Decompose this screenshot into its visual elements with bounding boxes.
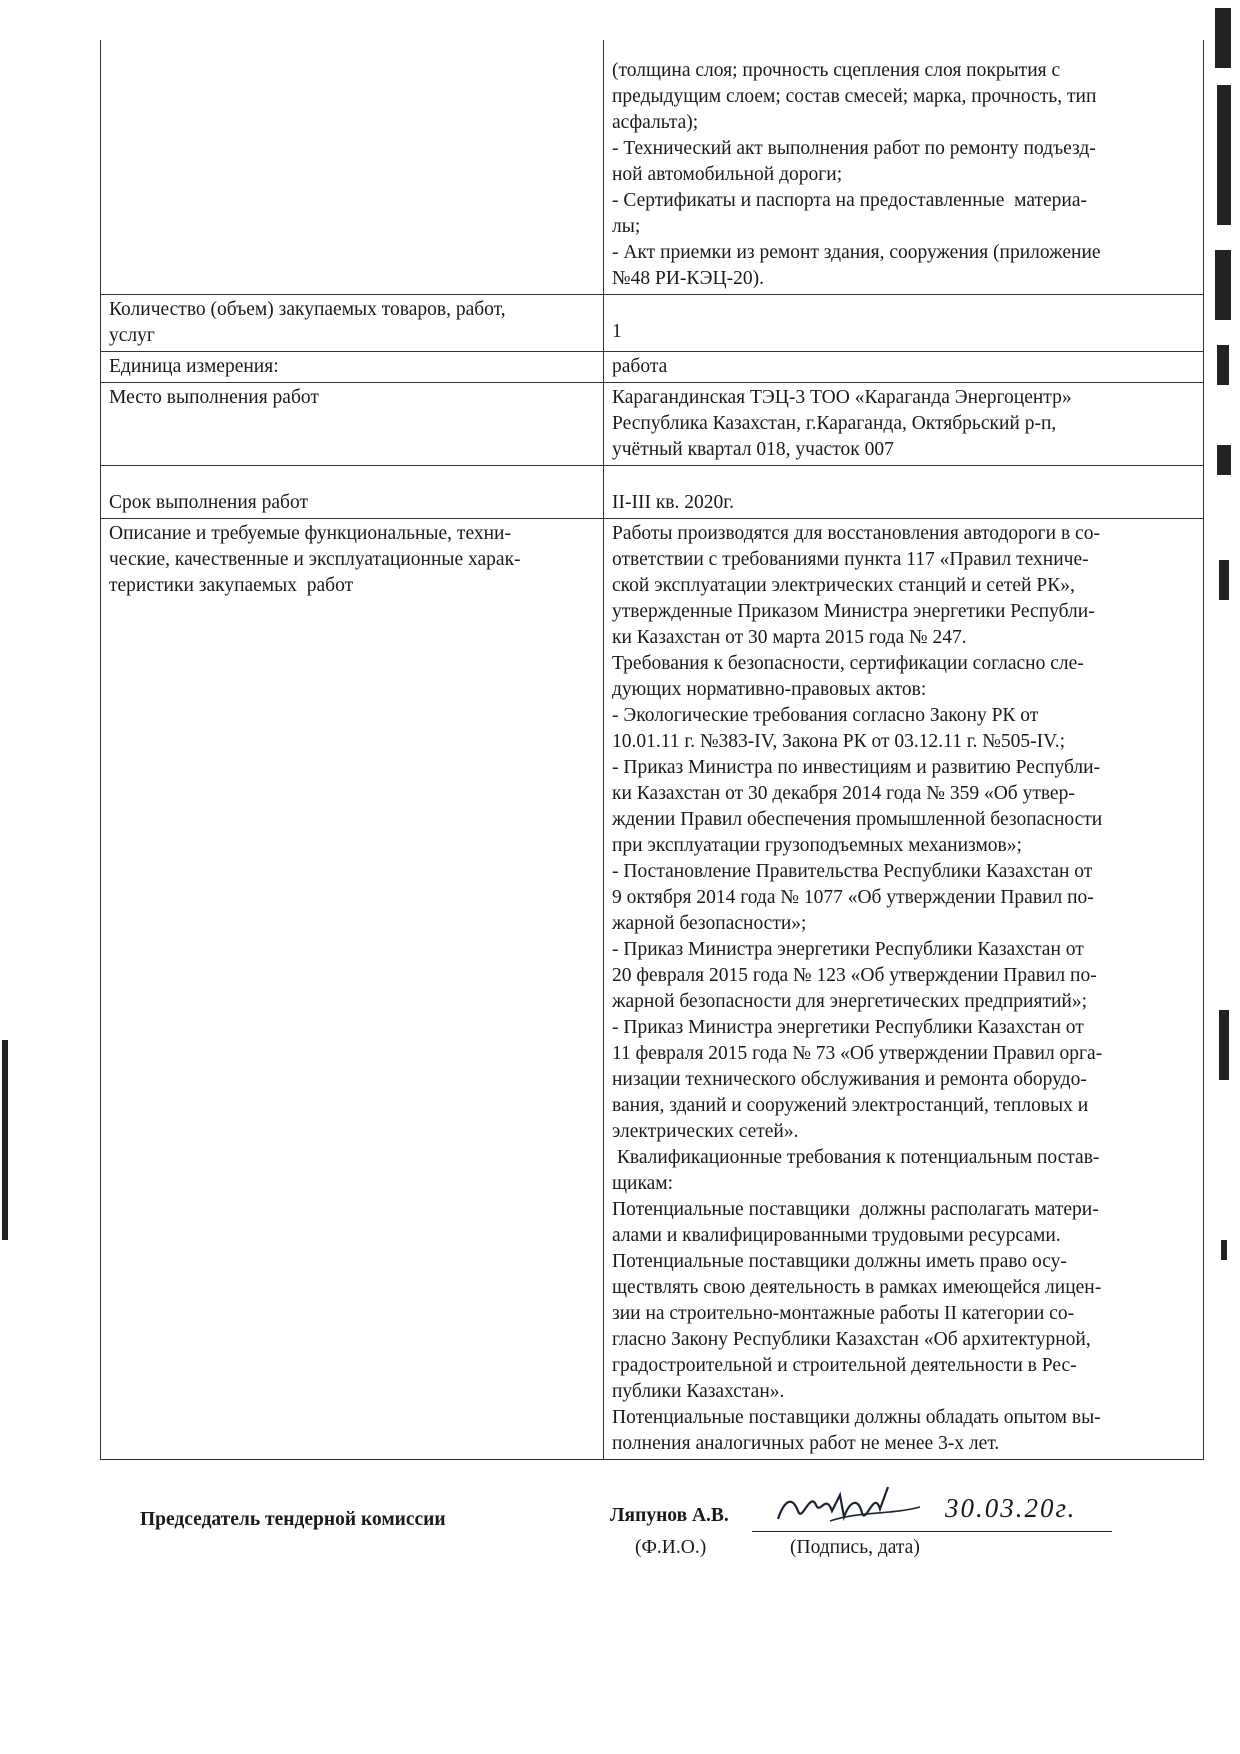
place-value bbox=[604, 383, 1204, 466]
handwritten-signature bbox=[770, 1481, 930, 1531]
table-row-description bbox=[101, 519, 1204, 1460]
place-label: Место выполнения работ bbox=[101, 383, 604, 466]
text-line: Квалификационные требования к потенциальным постав- bbox=[612, 1147, 1100, 1168]
text-line: предыдущим слоем; состав смесей; марка, прочность, тип bbox=[612, 86, 1097, 107]
text-line: гласно Закону Республики Казахстан «Об архитектурной, bbox=[612, 1329, 1091, 1350]
fio-caption: (Ф.И.О.) bbox=[635, 1537, 707, 1558]
text-line: щикам: bbox=[612, 1173, 674, 1194]
text-line: теристики закупаемых работ bbox=[109, 575, 354, 596]
text-line: ской эксплуатации электрических станций и сетей РК», bbox=[612, 575, 1075, 596]
text-line: жарной безопасности»; bbox=[612, 913, 807, 934]
text-line: №48 РИ-КЭЦ-20). bbox=[612, 268, 764, 289]
text-line: Количество (объем) закупаемых товаров, работ, bbox=[109, 299, 506, 320]
signature-block bbox=[0, 1495, 1240, 1575]
description-value bbox=[604, 519, 1204, 1460]
quantity-label bbox=[101, 295, 604, 352]
text-line: жарной безопасности для энергетических предприятий»; bbox=[612, 991, 1088, 1012]
text-line: при эксплуатации грузоподъемных механизмов»; bbox=[612, 835, 1022, 856]
scan-edge-marks-left bbox=[0, 1040, 12, 1260]
text-line: - Приказ Министра по инвестициям и развитию Республи- bbox=[612, 757, 1101, 778]
text-line: Карагандинская ТЭЦ-3 ТОО «Караганда Энергоцентр» bbox=[612, 387, 1072, 408]
text-line: лы; bbox=[612, 216, 641, 237]
text-line: вания, зданий и сооружений электростанций, тепловых и bbox=[612, 1095, 1089, 1116]
text-line: градостроительной и строительной деятельности в Рес- bbox=[612, 1355, 1077, 1376]
text-line: Требования к безопасности, сертификации согласно сле- bbox=[612, 653, 1084, 674]
text-line: Потенциальные поставщики должны располагать матери- bbox=[612, 1199, 1099, 1220]
text-line: (толщина слоя; прочность сцепления слоя покрытия с bbox=[612, 60, 1061, 81]
text-line: - Приказ Министра энергетики Республики Казахстан от bbox=[612, 1017, 1084, 1038]
signature-line bbox=[752, 1531, 1112, 1532]
text-line: - Акт приемки из ремонт здания, сооружения (приложение bbox=[612, 242, 1101, 263]
text-line: электрических сетей». bbox=[612, 1121, 799, 1142]
text-line: услуг bbox=[109, 325, 155, 346]
text-line: ждении Правил обеспечения промышленной безопасности bbox=[612, 809, 1103, 830]
text-line: - Приказ Министра энергетики Республики Казахстан от bbox=[612, 939, 1084, 960]
text-line: 10.01.11 г. №383-IV, Закона РК от 03.12.11 г. №505-IV.; bbox=[612, 731, 1066, 752]
signer-name: Ляпунов А.В. bbox=[610, 1505, 729, 1526]
unit-label: Единица измерения: bbox=[101, 352, 604, 383]
text-line: 20 февраля 2015 года № 123 «Об утверждении Правил по- bbox=[612, 965, 1097, 986]
text-line: алами и квалифицированными трудовыми ресурсами. bbox=[612, 1225, 1061, 1246]
text-line: 11 февраля 2015 года № 73 «Об утверждении Правил орга- bbox=[612, 1043, 1103, 1064]
text-line: Потенциальные поставщики должны иметь право осу- bbox=[612, 1251, 1067, 1272]
text-line: Работы производятся для восстановления автодороги в со- bbox=[612, 523, 1100, 544]
handwritten-date: 30.03.20г. bbox=[945, 1493, 1077, 1523]
text-line: - Постановление Правительства Республики Казахстан от bbox=[612, 861, 1093, 882]
procurement-spec-table bbox=[100, 40, 1204, 1460]
documents-cell bbox=[604, 40, 1204, 295]
label-cell-empty bbox=[101, 40, 604, 295]
text-line: асфальта); bbox=[612, 112, 699, 133]
text-line: дующих нормативно-правовых актов: bbox=[612, 679, 927, 700]
text-line: учётный квартал 018, участок 007 bbox=[612, 439, 894, 460]
text-line: - Сертификаты и паспорта на предоставленные материа- bbox=[612, 190, 1087, 211]
text-line: - Технический акт выполнения работ по ремонту подъезд- bbox=[612, 138, 1096, 159]
text-line: ки Казахстан от 30 декабря 2014 года № 359 «Об утвер- bbox=[612, 783, 1075, 804]
text-line: низации технического обслуживания и ремонта оборудо- bbox=[612, 1069, 1087, 1090]
scan-edge-marks bbox=[1205, 0, 1240, 1754]
text-line: публики Казахстан». bbox=[612, 1381, 785, 1402]
chairman-label: Председатель тендерной комиссии bbox=[140, 1509, 446, 1530]
description-label bbox=[101, 519, 604, 1460]
table-row-place bbox=[101, 383, 1204, 466]
signature-caption: (Подпись, дата) bbox=[790, 1537, 920, 1558]
term-label: Срок выполнения работ bbox=[101, 466, 604, 519]
text-line: - Экологические требования согласно Закону РК от bbox=[612, 705, 1039, 726]
text-line: ки Казахстан от 30 марта 2015 года № 247. bbox=[612, 627, 967, 648]
text-line: ответствии с требованиями пункта 117 «Правил техниче- bbox=[612, 549, 1089, 570]
quantity-value: 1 bbox=[604, 295, 1204, 352]
text-line: зии на строительно-монтажные работы II категории со- bbox=[612, 1303, 1075, 1324]
text-line: ческие, качественные и эксплуатационные харак- bbox=[109, 549, 521, 570]
text-line: Потенциальные поставщики должны обладать опытом вы- bbox=[612, 1407, 1101, 1428]
text-line: Республика Казахстан, г.Караганда, Октябрьский р-п, bbox=[612, 413, 1057, 434]
table-row-documents bbox=[101, 40, 1204, 295]
table-row-term bbox=[101, 466, 1204, 519]
table-row-quantity bbox=[101, 295, 1204, 352]
text-line: утвержденные Приказом Министра энергетики Республи- bbox=[612, 601, 1095, 622]
text-line: 9 октября 2014 года № 1077 «Об утверждении Правил по- bbox=[612, 887, 1094, 908]
text-line: ной автомобильной дороги; bbox=[612, 164, 843, 185]
text-line: ществлять свою деятельность в рамках имеющейся лицен- bbox=[612, 1277, 1102, 1298]
text-line: полнения аналогичных работ не менее 3-х лет. bbox=[612, 1433, 1000, 1454]
text-line: Описание и требуемые функциональные, техни- bbox=[109, 523, 511, 544]
term-value: II-III кв. 2020г. bbox=[604, 466, 1204, 519]
unit-value: работа bbox=[604, 352, 1204, 383]
table-row-unit bbox=[101, 352, 1204, 383]
